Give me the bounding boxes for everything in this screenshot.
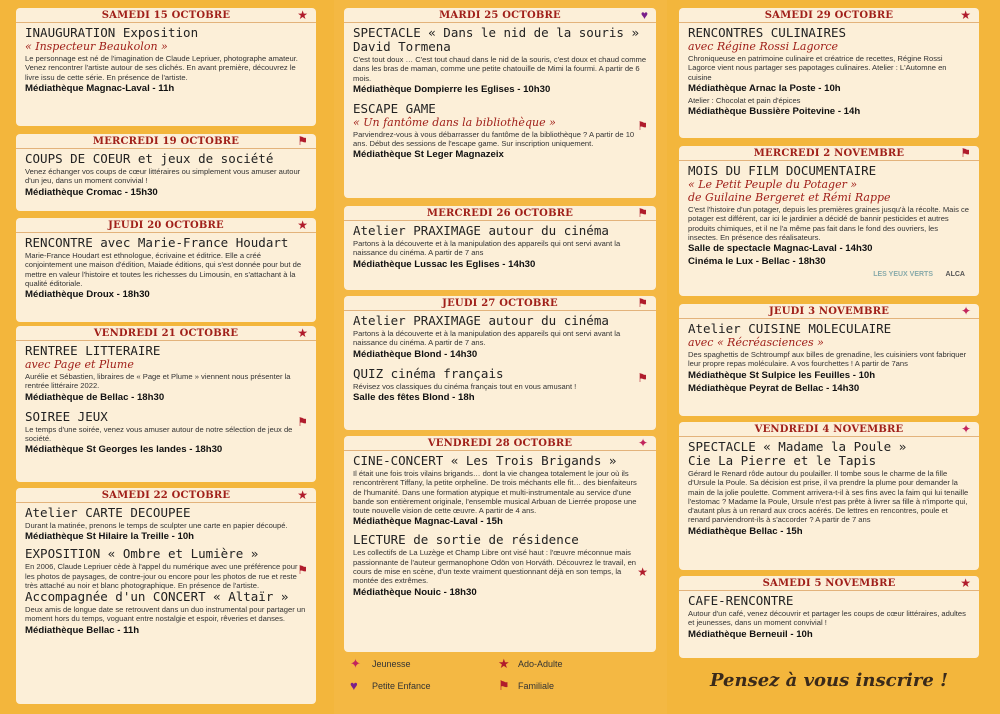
event-title-3: Accompagnée d'un CONCERT « Altaïr » bbox=[25, 589, 289, 605]
event-venue: Médiathèque Lussac les Eglises - 14h30 bbox=[353, 258, 536, 270]
familiale-icon: ⚑ bbox=[960, 146, 971, 160]
petite-enfance-icon: ♥ bbox=[350, 678, 358, 693]
event-desc: Chroniqueuse en patrimoine culinaire et créatrice de recettes, Régine Rossi Lagorce vient nous partager ses papotages culinaires. Atelier : L'Automne en cuisine bbox=[688, 54, 947, 82]
event-card-ven28 bbox=[344, 436, 656, 652]
event-card-sam29 bbox=[679, 8, 979, 138]
event-date: SAMEDI 29 OCTOBRE bbox=[679, 8, 979, 23]
event-desc: Il était une fois trois vilains brigands… dont la vie changea totalement le jour où ils rencontrèrent Tiffany, la petite orpheline. De trois méchants elle fit… des bienfaiteurs de l'humanité. Dans une formation atypique et multi-instrumentale au service d'une bande son entièrement originale, l'ensemble musical Arbuan de Lierrée propose une toute nouvelle vision de cette œuvre. A partir de 4 ans. bbox=[353, 469, 637, 516]
event-venue: Médiathèque Magnac-Laval - 15h bbox=[353, 516, 503, 528]
event-venue: Médiathèque Magnac-Laval - 11h bbox=[25, 82, 175, 94]
familiale-icon: ⚑ bbox=[637, 296, 648, 310]
event-subtitle: avec Régine Rossi Lagorce bbox=[688, 40, 839, 53]
ado-adulte-icon: ★ bbox=[960, 576, 971, 590]
event-card-mer19 bbox=[16, 134, 316, 211]
event-card-sam5 bbox=[679, 576, 979, 658]
event-title: Atelier CUISINE MOLECULAIRE bbox=[688, 321, 892, 336]
event-desc: C'est l'histoire d'un potager, depuis les premières graines jusqu'à la récolte. Mais ce potager est différent, car ici le jardinier a décidé de bannir pesticides et autres produits chimiques, et il ne l'a même pas fait dans le fond des ouvriers, les insectes. En présence des réalisateurs. bbox=[688, 205, 970, 242]
event-date: JEUDI 27 OCTOBRE bbox=[344, 296, 656, 311]
event-venue: Médiathèque Berneuil - 10h bbox=[688, 628, 813, 640]
familiale-icon: ⚑ bbox=[297, 134, 308, 148]
event-card-jeu3 bbox=[679, 304, 979, 416]
event-card-ven21 bbox=[16, 326, 316, 482]
slogan: Pensez à vous inscrire ! bbox=[710, 670, 948, 691]
event-venue: Médiathèque de Bellac - 18h30 bbox=[25, 391, 165, 403]
event-desc-2: Parviendrez-vous à vous débarrasser du fantôme de la bibliothèque ? A partir de 10 ans. Début des sessions de l'escape game. Sur inscription uniquement. bbox=[353, 129, 635, 149]
legend-jeunesse: Jeunesse bbox=[372, 659, 411, 669]
event-venue: Médiathèque Cromac - 15h30 bbox=[25, 186, 158, 198]
column-1 bbox=[0, 0, 334, 714]
event-card-jeu20 bbox=[16, 218, 316, 322]
event-venue-2: Médiathèque Nouic - 18h30 bbox=[353, 586, 477, 598]
familiale-icon: ⚑ bbox=[637, 119, 648, 133]
legend-petite-enfance: Petite Enfance bbox=[372, 681, 431, 691]
event-date: JEUDI 20 OCTOBRE bbox=[16, 218, 316, 233]
event-desc: Venez échanger vos coups de cœur littéraires ou simplement vous amuser autour d'un jeu, dans un moment convivial ! bbox=[25, 167, 301, 186]
ado-adulte-icon: ★ bbox=[297, 8, 308, 22]
event-subtitle-2: « Un fantôme dans la bibliothèque » bbox=[353, 115, 556, 129]
event-desc: Des spaghettis de Schtroumpf aux billes de grenadine, les cuisiniers vont fabriquer leur propre repas moléculaire. A vos fourchettes ! A partir de 7ans bbox=[688, 350, 967, 369]
event-desc: Partons à la découverte et à la manipulation des appareils qui ont servi avant la naissance du cinéma. A partir de 7 ans. bbox=[353, 329, 621, 348]
event-card-sam15 bbox=[16, 8, 316, 126]
familiale-icon: ⚑ bbox=[637, 206, 648, 220]
event-date: VENDREDI 28 OCTOBRE bbox=[344, 436, 656, 451]
event-venue-2: Cinéma le Lux - Bellac - 18h30 bbox=[688, 256, 826, 268]
event-card-mar25 bbox=[344, 8, 656, 198]
familiale-icon: ⚑ bbox=[498, 678, 510, 693]
event-venue: Médiathèque St Hilaire la Treille - 10h bbox=[25, 531, 195, 543]
event-desc: Marie-France Houdart est ethnologue, écrivaine et éditrice. Elle a créé conjointement une maison d'édition, Maiade éditions, qui s'est donnée pour but de mettre en valeur l'histoire et toutes les richesses du Limousin, en s'attachant à la qualité éditoriale. bbox=[25, 251, 302, 288]
ado-adulte-icon: ★ bbox=[960, 8, 971, 22]
event-venue: Médiathèque Droux - 18h30 bbox=[25, 289, 150, 301]
event-title: COUPS DE COEUR et jeux de société bbox=[25, 151, 274, 166]
event-venue-2: Médiathèque St Leger Magnazeix bbox=[353, 149, 504, 161]
event-title: SPECTACLE « Dans le nid de la souris » bbox=[353, 25, 639, 40]
event-title: SPECTACLE « Madame la Poule » bbox=[688, 439, 907, 454]
event-venue: Médiathèque Blond - 14h30 bbox=[353, 348, 478, 360]
event-title-2: ESCAPE GAME bbox=[353, 100, 436, 116]
event-title: RENCONTRE avec Marie-France Houdart bbox=[25, 235, 289, 250]
event-subtitle: « Le Petit Peuple du Potager » bbox=[688, 178, 858, 191]
legend bbox=[350, 654, 650, 704]
event-card-mer2 bbox=[679, 146, 979, 296]
event-desc: Durant la matinée, prenons le temps de sculpter une carte en papier découpé. bbox=[25, 521, 288, 530]
event-subtitle: avec Page et Plume bbox=[25, 358, 134, 371]
event-date: JEUDI 3 NOVEMBRE bbox=[679, 304, 979, 319]
event-desc-3: Deux amis de longue date se retrouvent dans un duo instrumental pour partager un moment hors du temps, voguant entre nostalgie et espoir, rêveries et danses. bbox=[25, 605, 306, 624]
event-desc-2: En 2006, Claude Lepriuer cède à l'appel du numérique avec une préférence pour les photos de paysages, de contre-jour ou encore pour les photos de rue et reste très attaché au noir et blanc photographique. En présence de l'artiste. bbox=[25, 562, 298, 590]
event-date: SAMEDI 22 OCTOBRE bbox=[16, 488, 316, 503]
event-venue-2: Salle des fêtes Blond - 18h bbox=[353, 391, 475, 403]
event-date: MERCREDI 19 OCTOBRE bbox=[16, 134, 316, 149]
legend-familiale: Familiale bbox=[518, 681, 555, 691]
event-title: Atelier PRAXIMAGE autour du cinéma bbox=[353, 223, 609, 238]
event-venue: Salle de spectacle Magnac-Laval - 14h30 bbox=[688, 243, 873, 255]
petite-enfance-icon: ♥ bbox=[640, 8, 648, 22]
event-desc: Partons à la découverte et à la manipulation des appareils qui ont servi avant la naissance du cinéma. A partir de 7 ans bbox=[353, 239, 621, 258]
column-2 bbox=[334, 0, 667, 714]
event-date: VENDREDI 21 OCTOBRE bbox=[16, 326, 316, 341]
event-card-mer26 bbox=[344, 206, 656, 290]
event-desc-2: Atelier : Chocolat et pain d'épices bbox=[688, 95, 801, 105]
event-desc-2: Les collectifs de La Luzège et Champ Libre ont visé haut : l'œuvre méconnue mais passionnante de l'auteur germanophone Odön von Horváth. Découvrez le travail, en cours de mise en scène, d'un texte vraiment questionnant déjà en son temps, la montée des extrêmes. bbox=[353, 548, 637, 586]
event-date: MERCREDI 2 NOVEMBRE bbox=[679, 146, 979, 161]
event-card-ven4 bbox=[679, 422, 979, 570]
ado-adulte-icon: ★ bbox=[498, 656, 510, 671]
event-desc: C'est tout doux … C'est tout chaud dans le nid de la souris, c'est doux et chaud comme dans les bras de maman, comme une petite chatouille de Mimi la fourmi. A partir de 6 mois. bbox=[353, 55, 647, 83]
event-subtitle: Cie La Pierre et le Tapis bbox=[688, 453, 877, 468]
event-venue: Médiathèque Dompierre les Eglises - 10h30 bbox=[353, 83, 551, 95]
legend-ado-adulte: Ado-Adulte bbox=[518, 659, 563, 669]
familiale-icon: ⚑ bbox=[637, 371, 648, 385]
event-subtitle: « Inspecteur Beaukolon » bbox=[25, 40, 168, 53]
jeunesse-icon: ✦ bbox=[960, 422, 971, 436]
event-venue: Médiathèque St Sulpice les Feuilles - 10h bbox=[688, 369, 876, 381]
familiale-icon: ⚑ bbox=[297, 415, 308, 429]
event-date: MARDI 25 OCTOBRE bbox=[344, 8, 656, 23]
event-title: CAFE-RENCONTRE bbox=[688, 593, 794, 608]
event-card-sam22 bbox=[16, 488, 316, 704]
event-date: SAMEDI 15 OCTOBRE bbox=[16, 8, 316, 23]
familiale-icon: ⚑ bbox=[297, 563, 308, 577]
event-title-2: LECTURE de sortie de résidence bbox=[353, 532, 579, 548]
event-subtitle: David Tormena bbox=[353, 39, 451, 54]
event-venue-2: Médiathèque St Georges les landes - 18h30 bbox=[25, 444, 223, 456]
event-title: MOIS DU FILM DOCUMENTAIRE bbox=[688, 163, 877, 178]
column-3 bbox=[667, 0, 1000, 714]
event-title: RENTREE LITTERAIRE bbox=[25, 343, 161, 358]
event-title: INAUGURATION Exposition bbox=[25, 25, 199, 40]
event-date: SAMEDI 5 NOVEMBRE bbox=[679, 576, 979, 591]
ado-adulte-icon: ★ bbox=[297, 488, 308, 502]
event-desc: Gérard le Renard rôde autour du poulailler. Il tombe sous le charme de la fille d'Ursule la Poule. Sa décision est prise, il va prendre la plume pour demander la main de la jolie poulette. Comment arrivera-t-il à ses fins avec la faim qui lui tenaille l'estomac ? Madame la Poule, Ursule n'est pas prête à livrer sa fille à n'importe qui, d'autant plus à un renard aux crocs acérés. De lettres en rencontres, poule et renard parviendront-ils à s'accorder ? A partir de 7 ans bbox=[688, 469, 969, 525]
event-title: Atelier CARTE DECOUPEE bbox=[25, 505, 191, 520]
jeunesse-icon: ✦ bbox=[637, 436, 648, 450]
event-card-jeu27 bbox=[344, 296, 656, 430]
event-title: CINE-CONCERT « Les Trois Brigands » bbox=[353, 453, 617, 468]
event-desc: Aurélie et Sébastien, libraires de « Page et Plume » viennent nous présenter la rentrée littéraire 2022. bbox=[25, 372, 291, 391]
event-venue-2: Médiathèque Bussière Poitevine - 14h bbox=[688, 106, 861, 118]
event-date: VENDREDI 4 NOVEMBRE bbox=[679, 422, 979, 437]
event-title-2: SOIREE JEUX bbox=[25, 408, 108, 424]
event-subtitle-2: de Guilaine Bergeret et Rémi Rappe bbox=[688, 191, 891, 204]
event-desc-2: Révisez vos classiques du cinéma français tout en vous amusant ! bbox=[353, 381, 577, 391]
event-desc-2: Le temps d'une soirée, venez vous amuser autour de notre sélection de jeux de société. bbox=[25, 424, 293, 443]
ado-adulte-icon: ★ bbox=[297, 218, 308, 232]
event-venue-3: Médiathèque Bellac - 11h bbox=[25, 624, 140, 636]
event-desc: Autour d'un café, venez découvrir et partager les coups de cœur littéraires, adultes et jeunesses, dans un moment convivial ! bbox=[688, 609, 966, 628]
event-venue: Médiathèque Arnac la Poste - 10h bbox=[688, 82, 841, 94]
event-venue-2: Médiathèque Peyrat de Bellac - 14h30 bbox=[688, 382, 860, 394]
jeunesse-icon: ✦ bbox=[960, 304, 971, 318]
event-date: MERCREDI 26 OCTOBRE bbox=[344, 206, 656, 221]
event-title-2: QUIZ cinéma français bbox=[353, 365, 504, 381]
logo-alca: ALCA bbox=[945, 271, 965, 278]
ado-adulte-icon: ★ bbox=[297, 326, 308, 340]
event-desc: Le personnage est né de l'imagination de Claude Lepriuer, photographe amateur. Venez rencontrer l'artiste autour de ses clichés. En avant première, découvrez le livre issu de cette série. En présence de l'artiste. bbox=[25, 54, 298, 82]
ado-adulte-icon: ★ bbox=[637, 565, 648, 579]
event-venue: Médiathèque Bellac - 15h bbox=[688, 525, 803, 537]
jeunesse-icon: ✦ bbox=[350, 656, 361, 671]
event-title: Atelier PRAXIMAGE autour du cinéma bbox=[353, 313, 609, 328]
event-title-2: EXPOSITION « Ombre et Lumière » bbox=[25, 546, 259, 562]
event-subtitle: avec « Récréasciences » bbox=[688, 336, 824, 349]
logo-les-yeux-verts: LES YEUX VERTS bbox=[873, 271, 933, 278]
event-title: RENCONTRES CULINAIRES bbox=[688, 25, 847, 40]
